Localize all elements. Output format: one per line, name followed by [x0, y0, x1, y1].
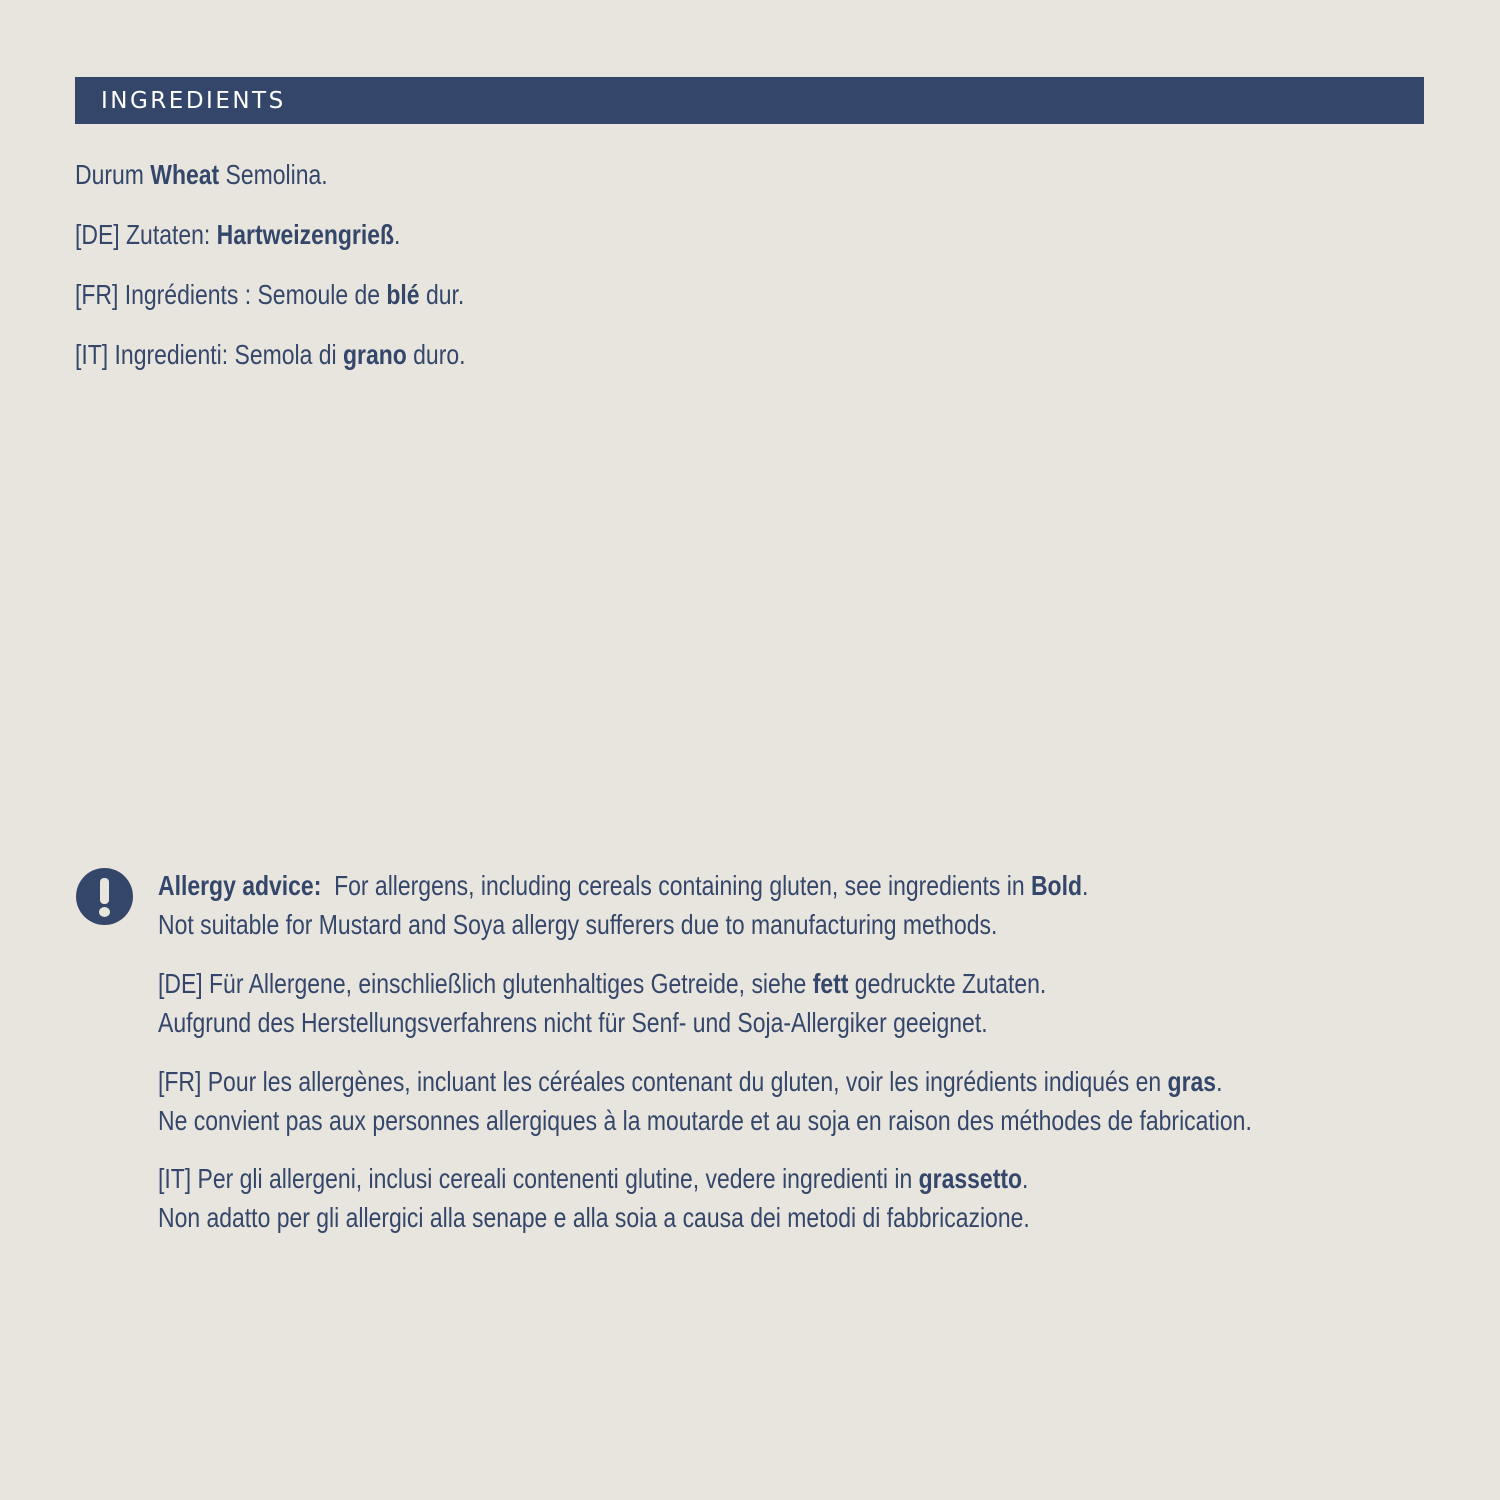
ingredient-line-en	[75, 157, 328, 193]
allergy-text: .	[1216, 1066, 1223, 1097]
ingredient-text: duro.	[406, 339, 466, 370]
allergy-line	[158, 866, 1088, 905]
allergy-text: gedruckte Zutaten.	[848, 968, 1047, 999]
ingredient-text: Durum	[75, 159, 151, 190]
ingredient-text: [IT] Ingredienti: Semola di	[75, 339, 343, 370]
allergy-line-2: Non adatto per gli allergici alla senape e alla soia a causa dei metodi di fabbricazione.	[158, 1202, 1030, 1233]
allergy-advice-fr	[158, 1062, 1492, 1140]
allergy-advice-en	[158, 866, 1293, 944]
ingredients-header	[75, 77, 1424, 124]
allergy-advice-it	[158, 1159, 1221, 1237]
allergy-bold-word: grassetto	[918, 1163, 1023, 1194]
ingredient-line-de	[75, 217, 400, 253]
allergy-bold-word: Bold	[1030, 870, 1082, 901]
allergy-advice-de	[158, 964, 1241, 1042]
allergy-line-2: Ne convient pas aux personnes allergiques à la moutarde et au soja en raison des méthodes de fabrication.	[158, 1105, 1252, 1136]
ingredient-line-fr	[75, 277, 464, 313]
allergy-line	[158, 964, 1046, 1003]
header-title: INGREDIENTS	[101, 87, 286, 114]
ingredient-text: .	[394, 219, 401, 250]
allergy-text: [DE] Für Allergene, einschließlich glutenhaltiges Getreide, siehe	[158, 968, 813, 999]
allergy-text: [IT] Per gli allergeni, inclusi cereali contenenti glutine, vedere ingredienti in	[158, 1163, 919, 1194]
ingredient-text: [DE] Zutaten:	[75, 219, 217, 250]
allergy-bold-word: fett	[812, 968, 849, 999]
ingredient-allergen: Wheat	[150, 159, 220, 190]
allergy-text: .	[1081, 870, 1089, 901]
allergy-bold-word: gras	[1167, 1066, 1217, 1097]
allergy-line-2: Not suitable for Mustard and Soya allergy sufferers due to manufacturing methods.	[158, 909, 998, 940]
ingredient-text: dur.	[419, 279, 465, 310]
allergy-text: For allergens, including cereals containing gluten, see ingredients in	[321, 870, 1031, 901]
ingredient-allergen: Hartweizengrieß	[216, 219, 395, 250]
allergy-text: .	[1022, 1163, 1029, 1194]
ingredient-line-it	[75, 337, 465, 373]
allergy-label: Allergy advice:	[158, 870, 322, 901]
ingredient-allergen: blé	[386, 279, 420, 310]
allergy-text: [FR] Pour les allergènes, incluant les céréales contenant du gluten, voir les ingrédients indiqués en	[158, 1066, 1168, 1097]
ingredient-allergen: grano	[342, 339, 407, 370]
allergy-line-2: Aufgrund des Herstellungsverfahrens nicht für Senf- und Soja-Allergiker geeignet.	[158, 1007, 988, 1038]
ingredient-text: Semolina.	[219, 159, 328, 190]
exclamation-icon	[76, 868, 133, 925]
allergy-line	[158, 1062, 1252, 1101]
allergy-line	[158, 1159, 1030, 1198]
ingredient-text: [FR] Ingrédients : Semoule de	[75, 279, 387, 310]
